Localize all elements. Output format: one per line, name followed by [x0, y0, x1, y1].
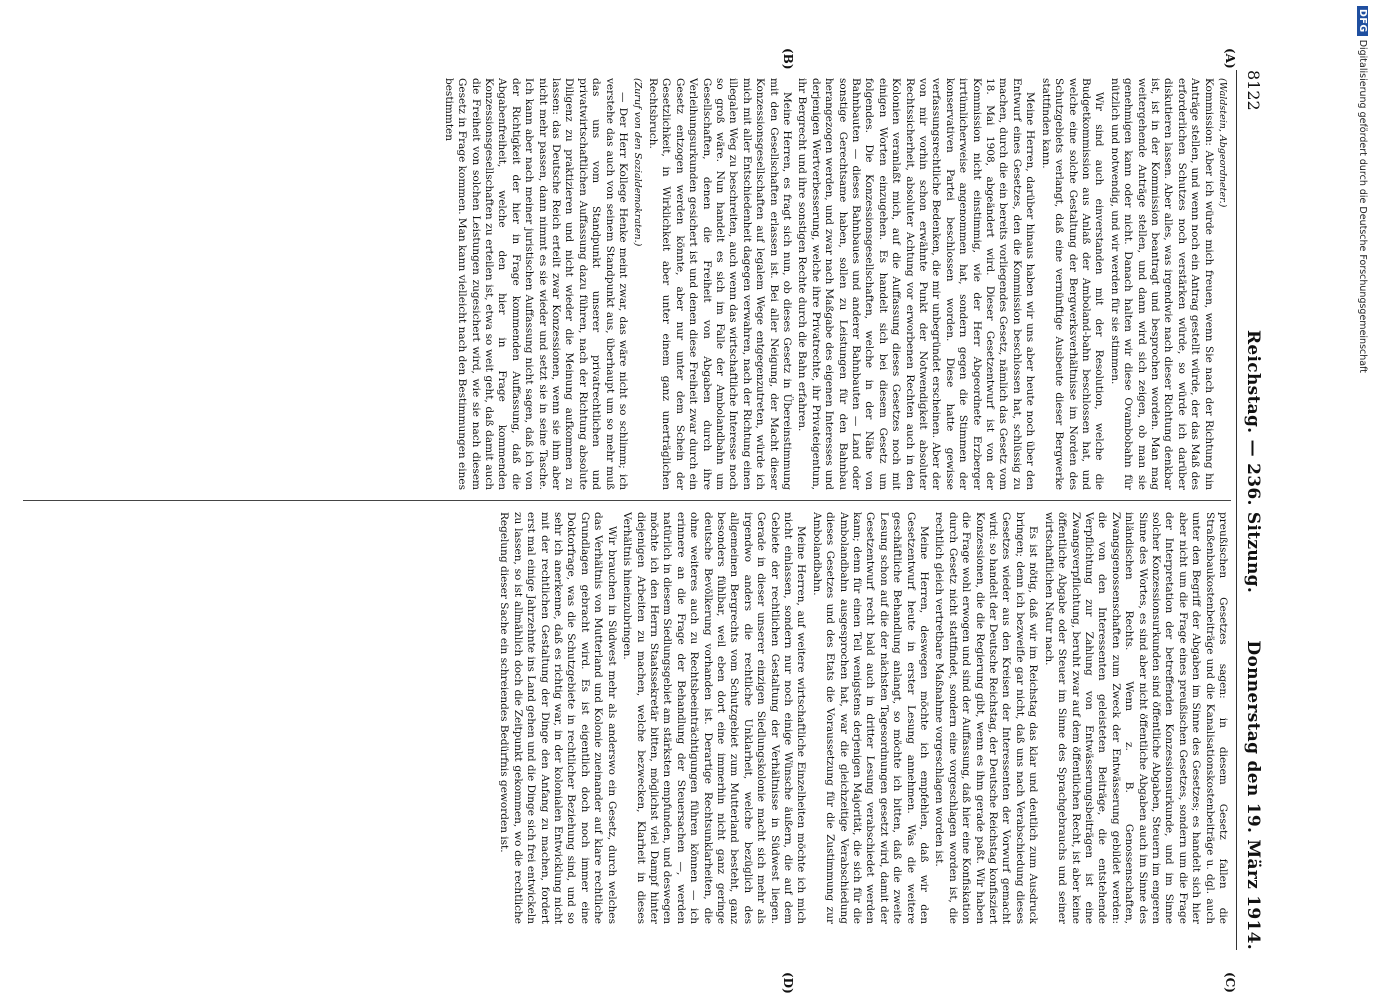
margin-mark-c: (C) [1223, 972, 1237, 993]
paragraph: — Der Herr Kollege Henke meint zwar, das wäre nicht so schlimm; ich verstehe das auch von seinem Standpunkt aus, überhaupt um so mehr muß das uns vom Standpunkt unserer privatrechtlichen und privatwirtschaftlichen Auffassung dazu führen, nach der Richtung absolute Diligenz zu praktizieren und nicht wieder die Meinung aufkommen zu lassen: das Deutsche Reich erteilt zwar Konzessionen, wenn sie ihm aber nicht mehr passen, dann nimmt es sie wieder und setzt sie in seine Tasche. Ich kann aber nach meiner juristischen Auffassung nicht sagen, daß ich von der Richtigkeit der hier in Frage kommenden Auffassung, daß die Abgabenfreiheit, welche den hier in Frage kommenden Konzessionsgesellschaften zu erteilen ist, etwa so weit geht, daß damit auch die Freiheit von solchen Leistungen zugesichert wird, wie sie nach diesem Gesetz in Frage kommen. Man kann vielleicht nach den Bestimmungen eines bestimmten [442, 78, 630, 490]
paragraph: Meine Herren, darüber hinaus haben wir uns aber heute noch über den Entwurf eines Gesetzes, den die Kommission beschlossen hat, schlüssig zu machen, durch die ein bereits vorliegendes Gesetz, nämlich das Gesetz vom 18. Mai 1908, abgeändert wird. Dieser Gesetzentwurf ist von der Kommission nicht einstimmig, wie der Herr Abgeordnete Erzberger irrtümlicherweise angenommen hat, sondern gegen die Stimmen der konservativen Partei beschlossen worden. Diese hatte gewisse verfassungsrechtliche Bedenken, die mir unbegründet erscheinen. Aber der von mir vorhin schon erwähnte Punkt der Notwendigkeit absoluter Rechtssicherheit, absoluter Achtung vor erworbenen Rechten auch in den Kolonien veranlaßt mich, auf die Auffassung dieses Gesetzes noch mit einigen Worten einzugehen. Es handelt sich bei diesem Gesetz um folgendes. Die Konzessionsgesellschaften, welche in der Nähe von Bahnbauten — dieses Bahnbaues und anderer Bahnbauten — Land oder sonstige Gerechtsame haben, sollen zu Leistungen für den Bahnbau herangezogen werden, und zwar nach Maßgabe des eigenen Interesses und derjenigen Wertverbesserung, welche ihre Privatrechte, ihr Privateigentum, ihr Bergrecht und ihre sonstigen Rechte durch die Bahn erfahren. [796, 78, 1037, 490]
header-session: Reichstag. — 236. Sitzung. [1243, 330, 1263, 594]
header-rule [1236, 70, 1237, 950]
interjection: (Zuruf von den Sozialdemokraten.) [631, 78, 643, 247]
speaker-line: (Waldstein, Abgeordneter.) [1217, 78, 1228, 208]
page-number: 8122 [1244, 70, 1263, 111]
running-header [1237, 70, 1263, 950]
dfg-logo: DFG [1357, 6, 1368, 36]
column-divider [23, 500, 1231, 501]
margin-mark-b: (B) [781, 48, 795, 70]
digitization-credit [1354, 6, 1368, 996]
credit-text: Digitalisierung gefördert durch die Deutsche Forschungsgemeinschaft [1357, 39, 1368, 373]
header-date: Donnerstag den 19. März 1914. [1243, 640, 1263, 950]
paragraph: Wir sind auch einverstanden mit der Resolution, welche die Budgetkommission aus Anlaß der Amboland-bahn beschlossen hat, und welche eine solche Gestaltung der Bergwerksverhältnisse im Norden des Schutzgebiets verlangt, daß eine vernünftige Ausbeute dieser Bergwerke stattfinden kann. [1039, 78, 1106, 490]
paragraph: Wir brauchen in Südwest mehr als anderswo ein Gesetz, durch welches das Verhältnis von Mutterland und Kolonie zueinander auf klare rechtliche Grundlagen gebracht wird. Es ist eigentlich doch noch immer eine Doktorfrage, was die Schutzgebiete in rechtlicher Beziehung sind, und so sehr ich anerkenne, daß es richtig war, in der kolonialen Entwicklung nicht mit der rechtlichen Gestaltung der Dinge den Anfang zu machen, fordert erst mal einige Jahrzehnte ins Land gehen und die Dinge sich frei entwickeln zu lassen, so ist allmählich doch die Zeitpunkt gekommen, wo die rechtliche Regelung dieser Sache ein schreiendes Bedürfnis geworden ist. [498, 512, 618, 924]
paragraph: Meine Herren, auf weitere wirtschaftliche Einzelheiten möchte ich mich nicht einlassen, sondern nur noch einige Wünsche äußern, die auf dem Gebiete der rechtlichen Gestaltung der Verhältnisse in Südwest liegen. Gerade in dieser unserer einzigen Siedlungskolonie macht sich mehr als irgendwo anders die rechtliche Unklarheit, welche bezüglich des allgemeinen Bergrechts vom Schutzgebiet zum Mutterland besteht, ganz besonders fühlbar, weil eben dort eine immerhin nicht ganz geringe deutsche Bevölkerung vorhanden ist. Derartige Rechtsunklarheiten, die ohne weiteres auch zu Rechtsbeeinträchtigungen führen können — ich erinnere an die Frage der Behandlung der Steuersachen —, werden natürlich in diesem Siedlungsgebiet am stärksten empfunden, und deswegen möchte ich den Herrn Staatssekretär bitten, möglichst viel Dampf hinter diejenigen Arbeiten zu machen, welche bezwecken, Klarheit in dieses Verhältnis hineinzubringen. [621, 512, 808, 924]
paragraph: Meine Herren, es fragt sich nun, ob dieses Gesetz in Übereinstimmung mit den Gesellschaften erlassen ist. Bei aller Neigung, der Macht dieser Konzessionsgesellschaften auf legalem Wege entgegenzutreten, würde ich mich mit aller Entschiedenheit dagegen verwahren, nach der Richtung einen illegalen Weg zu beschreiten, auch wenn das wirtschaftliche Interesse noch so groß wäre. Nun handelt es sich im Falle der Ambolandbahn um Gesellschaften, denen die Freiheit von Abgaben durch ihre Verleihungsurkunden gesichert ist und denen diese Freiheit zwar durch ein Gesetz entzogen werden könnte, aber nur unter dem Schein der Gesetzlichkeit, in Wirklichkeit aber unter einem ganz unerträglichen Rechtsbruch. [646, 78, 793, 490]
text-column-left [23, 78, 1229, 490]
text-column-right [23, 512, 1229, 924]
paragraph: preußischen Gesetzes sagen: in diesem Gesetz fallen die Straßenbaukostenbeiträge und die Kanalisationskostenbeiträge u. dgl. auch unter den Begriff der Abgaben im Sinne des Gesetzes; es handelt sich hier aber nicht um die Frage eines preußischen Gesetzes, sondern um die Frage der Interpretation der betreffenden Konzessionsurkunde, und im Sinne solcher Konzessionsurkunden sind öffentliche Abgaben, Steuern im engeren Sinne des Wortes, es sind aber nicht öffentliche Abgaben auch im Sinne des inländischen Rechts. Wenn z. B. Genossenschaften, Zwangsgenossenschaften zum Zweck der Entwässerung gebildet werden: die von den Interessenten geleisteten Beiträge, die entstehende Verpflichtung zur Zahlung von Entwässerungsbeiträgen ist eine Zwangsverpflichtung, beruht zwar auf dem öffentlichen Recht, ist aber keine öffentliche Abgabe oder Steuer im Sinne des Sprachgebrauchs und seiner wirtschaftlichen Natur nach. [1042, 512, 1229, 924]
paragraph: Meine Herren, deswegen möchte ich empfehlen, daß wir den Gesetzentwurf heute in erster Lesung annehmen. Was die weitere geschäftliche Behandlung anlangt, so möchte ich bitten, daß die zweite Lesung schon auf die der nächsten Tagesordnungen gesetzt wird, damit der Gesetzentwurf recht bald auch in dritter Lesung verabschiedet werden kann; denn für einen Teil wenigstens derjenigen Majorität, die sich für die Ambolandbahn ausgesprochen hat, war die gleichzeitige Verabschiedung dieses Gesetzes und des Etats die Voraussetzung für die Zustimmung zur Ambolandbahn. [810, 512, 931, 924]
margin-mark-a: (A) [1223, 48, 1237, 69]
paragraph: Es ist nötig, daß wir im Reichstag das klar und deutlich zum Ausdruck bringen; denn ich bezweifle gar nicht, daß uns nach Verabschiedung dieses Gesetzes wieder aus den Kreisen der Interessenten der Vorwurf gemacht wird: so handelt der Deutsche Reichstag, der Deutsche Reichstag konfisziert Konzessionen, die die Regierung gibt, wenn es ihm gerade paßt. Wir haben die Frage wohl erwogen und sind der Auffassung, daß hier eine Konfiskation durch Gesetz nicht stattfindet, sondern eine vorgeschlagen worden ist, die rechtlich gleich vertretbare Maßnahme vorgeschlagen worden ist. [933, 512, 1040, 924]
margin-mark-d: (D) [781, 972, 795, 994]
paragraph: Kommission: Aber ich würde mich freuen, wenn Sie nach der Richtung hin Anträge stellen, und wenn noch ein Antrag gestellt würde, der das Maß des erforderlichen Schutzes noch verstärken würde, so würde ich darüber diskutieren lassen. Aber alles, was irgendwie nach dieser Richtung denkbar ist, ist in der Kommission beantragt und besprochen worden. Man mag weitergehende Anträge stellen, und dann wird sich zeigen, ob man sie genehmigen kann oder nicht. Danach halten wir diese Ovambobahn für nützlich und notwendig, und wir werden für sie stimmen. [1108, 78, 1215, 490]
